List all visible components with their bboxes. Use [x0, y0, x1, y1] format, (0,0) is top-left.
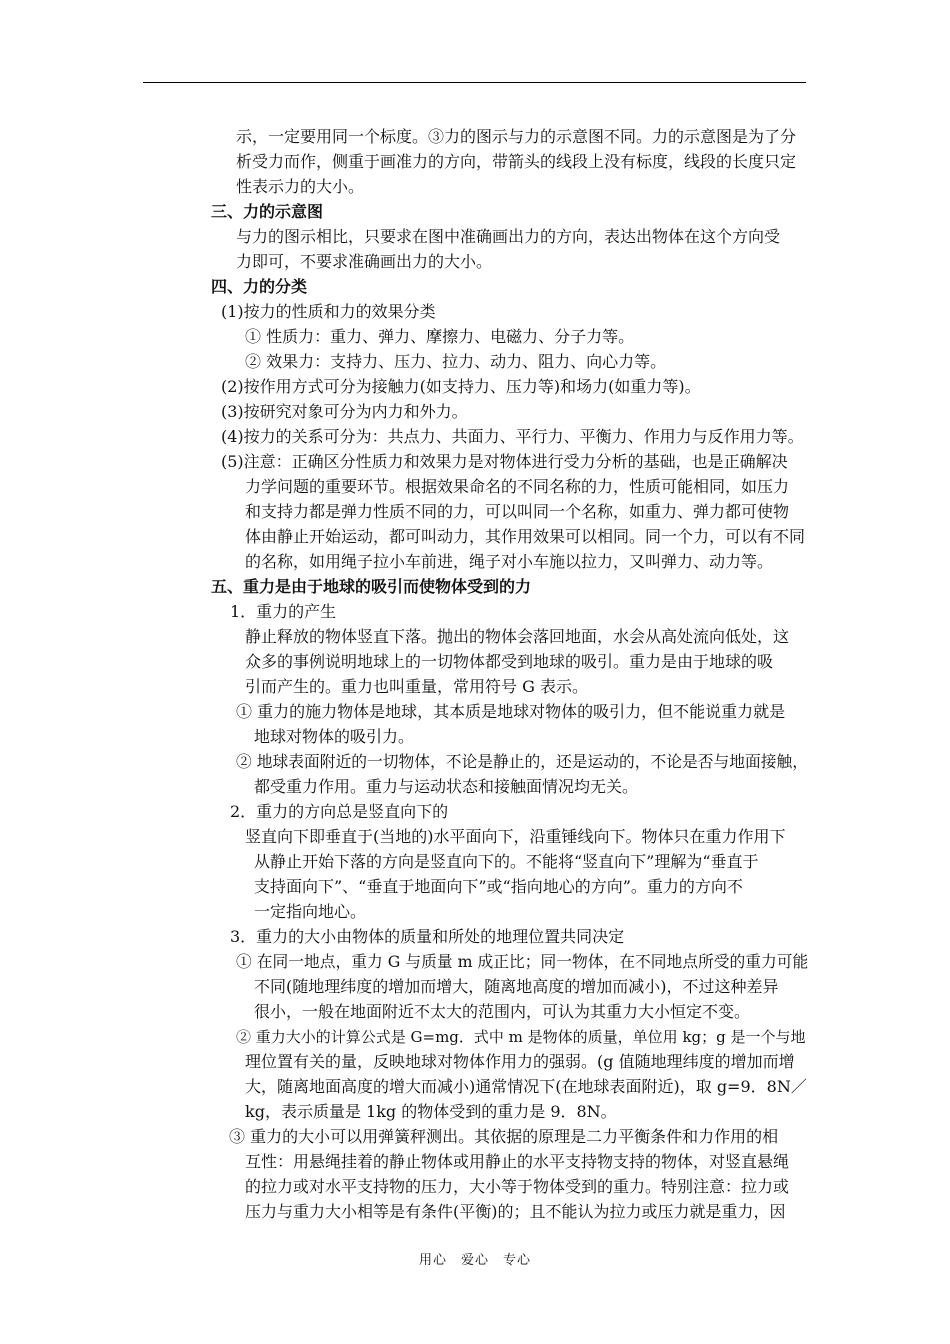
text-line: 地球对物体的吸引力。	[254, 727, 415, 746]
text-line: (2)按作用方式可分为接触力(如支持力、压力等)和场力(如重力等)。	[221, 377, 701, 396]
text-line: ① 在同一地点，重力 G 与质量 m 成正比；同一物体，在不同地点所受的重力可能	[236, 952, 809, 971]
subsection-heading: 2．重力的方向总是竖直向下的	[230, 802, 449, 821]
text-line: 力学问题的重要环节。根据效果命名的不同名称的力，性质可能相同，如压力	[245, 477, 790, 496]
text-line: 很小，一般在地面附近不太大的范围内，可认为其重力大小恒定不变。	[254, 1002, 751, 1021]
text-line: kg，表示质量是 1kg 的物体受到的重力是 9．8N。	[245, 1102, 617, 1121]
text-line: 的名称，如用绳子拉小车前进，绳子对小车施以拉力，又叫弹力、动力等。	[245, 552, 774, 571]
text-line: (3)按研究对象可分为内力和外力。	[221, 402, 468, 421]
text-line: 理位置有关的量，反映地球对物体作用力的强弱。(g 值随地理纬度的增加而增	[245, 1052, 795, 1071]
text-line: 析受力而作，侧重于画准力的方向，带箭头的线段上没有标度，线段的长度只定	[236, 152, 797, 171]
text-line: 互性：用悬绳挂着的静止物体或用静止的水平支持物支持的物体，对竖直悬绳	[245, 1152, 790, 1171]
text-line: 不同(随地理纬度的增加而增大，随离地高度的增加而减小)，不过这种差异	[254, 977, 779, 996]
section-heading: 三、力的示意图	[211, 202, 324, 221]
text-line: 从静止开始下落的方向是竖直向下的。不能将“竖直向下”理解为“垂直于	[254, 852, 759, 871]
text-line: ① 重力的施力物体是地球，其本质是地球对物体的吸引力，但不能说重力就是	[236, 702, 786, 721]
text-line: (4)按力的关系可分为：共点力、共面力、平行力、平衡力、作用力与反作用力等。	[221, 427, 804, 446]
text-line: 压力与重力大小相等是有条件(平衡)的；且不能认为拉力或压力就是重力，因	[245, 1202, 786, 1221]
page-footer: 用心 爱心 专心	[418, 1253, 531, 1268]
text-line: ② 效果力：支持力、压力、拉力、动力、阻力、向心力等。	[245, 352, 667, 371]
section-heading: 五、重力是由于地球的吸引而使物体受到的力	[211, 577, 532, 596]
text-line: 一定指向地心。	[254, 902, 367, 921]
text-line: ③ 重力的大小可以用弹簧秤测出。其依据的原理是二力平衡条件和力作用的相	[229, 1127, 779, 1146]
text-line: 竖直向下即垂直于(当地的)水平面向下，沿重锤线向下。物体只在重力作用下	[245, 827, 786, 846]
text-line: ② 地球表面附近的一切物体，不论是静止的，还是运动的，不论是否与地面接触，	[236, 752, 809, 771]
section-heading: 四、力的分类	[211, 277, 308, 296]
text-line: 静止释放的物体竖直下落。抛出的物体会落回地面，水会从高处流向低处，这	[245, 627, 790, 646]
text-line: 示，一定要用同一个标度。③力的图示与力的示意图不同。力的示意图是为了分	[236, 127, 797, 146]
text-line: 性表示力的大小。	[236, 177, 365, 196]
text-line: 力即可，不要求准确画出力的大小。	[236, 252, 493, 271]
text-line: 支持面向下”、“垂直于地面向下”或“指向地心的方向”。重力的方向不	[254, 877, 743, 896]
text-line: 引而产生的。重力也叫重量，常用符号 G 表示。	[245, 677, 588, 696]
text-line: ② 重力大小的计算公式是 G=mg．式中 m 是物体的质量，单位用 kg；g 是一个与地	[236, 1028, 806, 1046]
subsection-heading: 3．重力的大小由物体的质量和所处的地理位置共同决定	[230, 927, 625, 946]
text-line: (1)按力的性质和力的效果分类	[221, 302, 436, 321]
text-line: (5)注意：正确区分性质力和效果力是对物体进行受力分析的基础，也是正确解决	[221, 452, 788, 471]
subsection-heading: 1．重力的产生	[230, 602, 337, 621]
text-line: ① 性质力：重力、弹力、摩擦力、电磁力、分子力等。	[245, 327, 635, 346]
text-line: 众多的事例说明地球上的一切物体都受到地球的吸引。重力是由于地球的吸	[245, 652, 774, 671]
text-line: 与力的图示相比，只要求在图中准确画出力的方向，表达出物体在这个方向受	[236, 227, 781, 246]
text-line: 的拉力或对水平支持物的压力，大小等于物体受到的重力。特别注意：拉力或	[245, 1177, 790, 1196]
text-line: 和支持力都是弹力性质不同的力，可以叫同一个名称，如重力、弹力都可使物	[245, 502, 790, 521]
text-line: 大，随离地面高度的增大而减小)通常情况下(在地球表面附近)，取 g=9．8N／	[245, 1077, 807, 1096]
header-rule	[143, 82, 806, 83]
text-line: 都受重力作用。重力与运动状态和接触面情况均无关。	[254, 777, 639, 796]
text-line: 体由静止开始运动，都可叫动力，其作用效果可以相同。同一个力，可以有不同	[245, 527, 806, 546]
